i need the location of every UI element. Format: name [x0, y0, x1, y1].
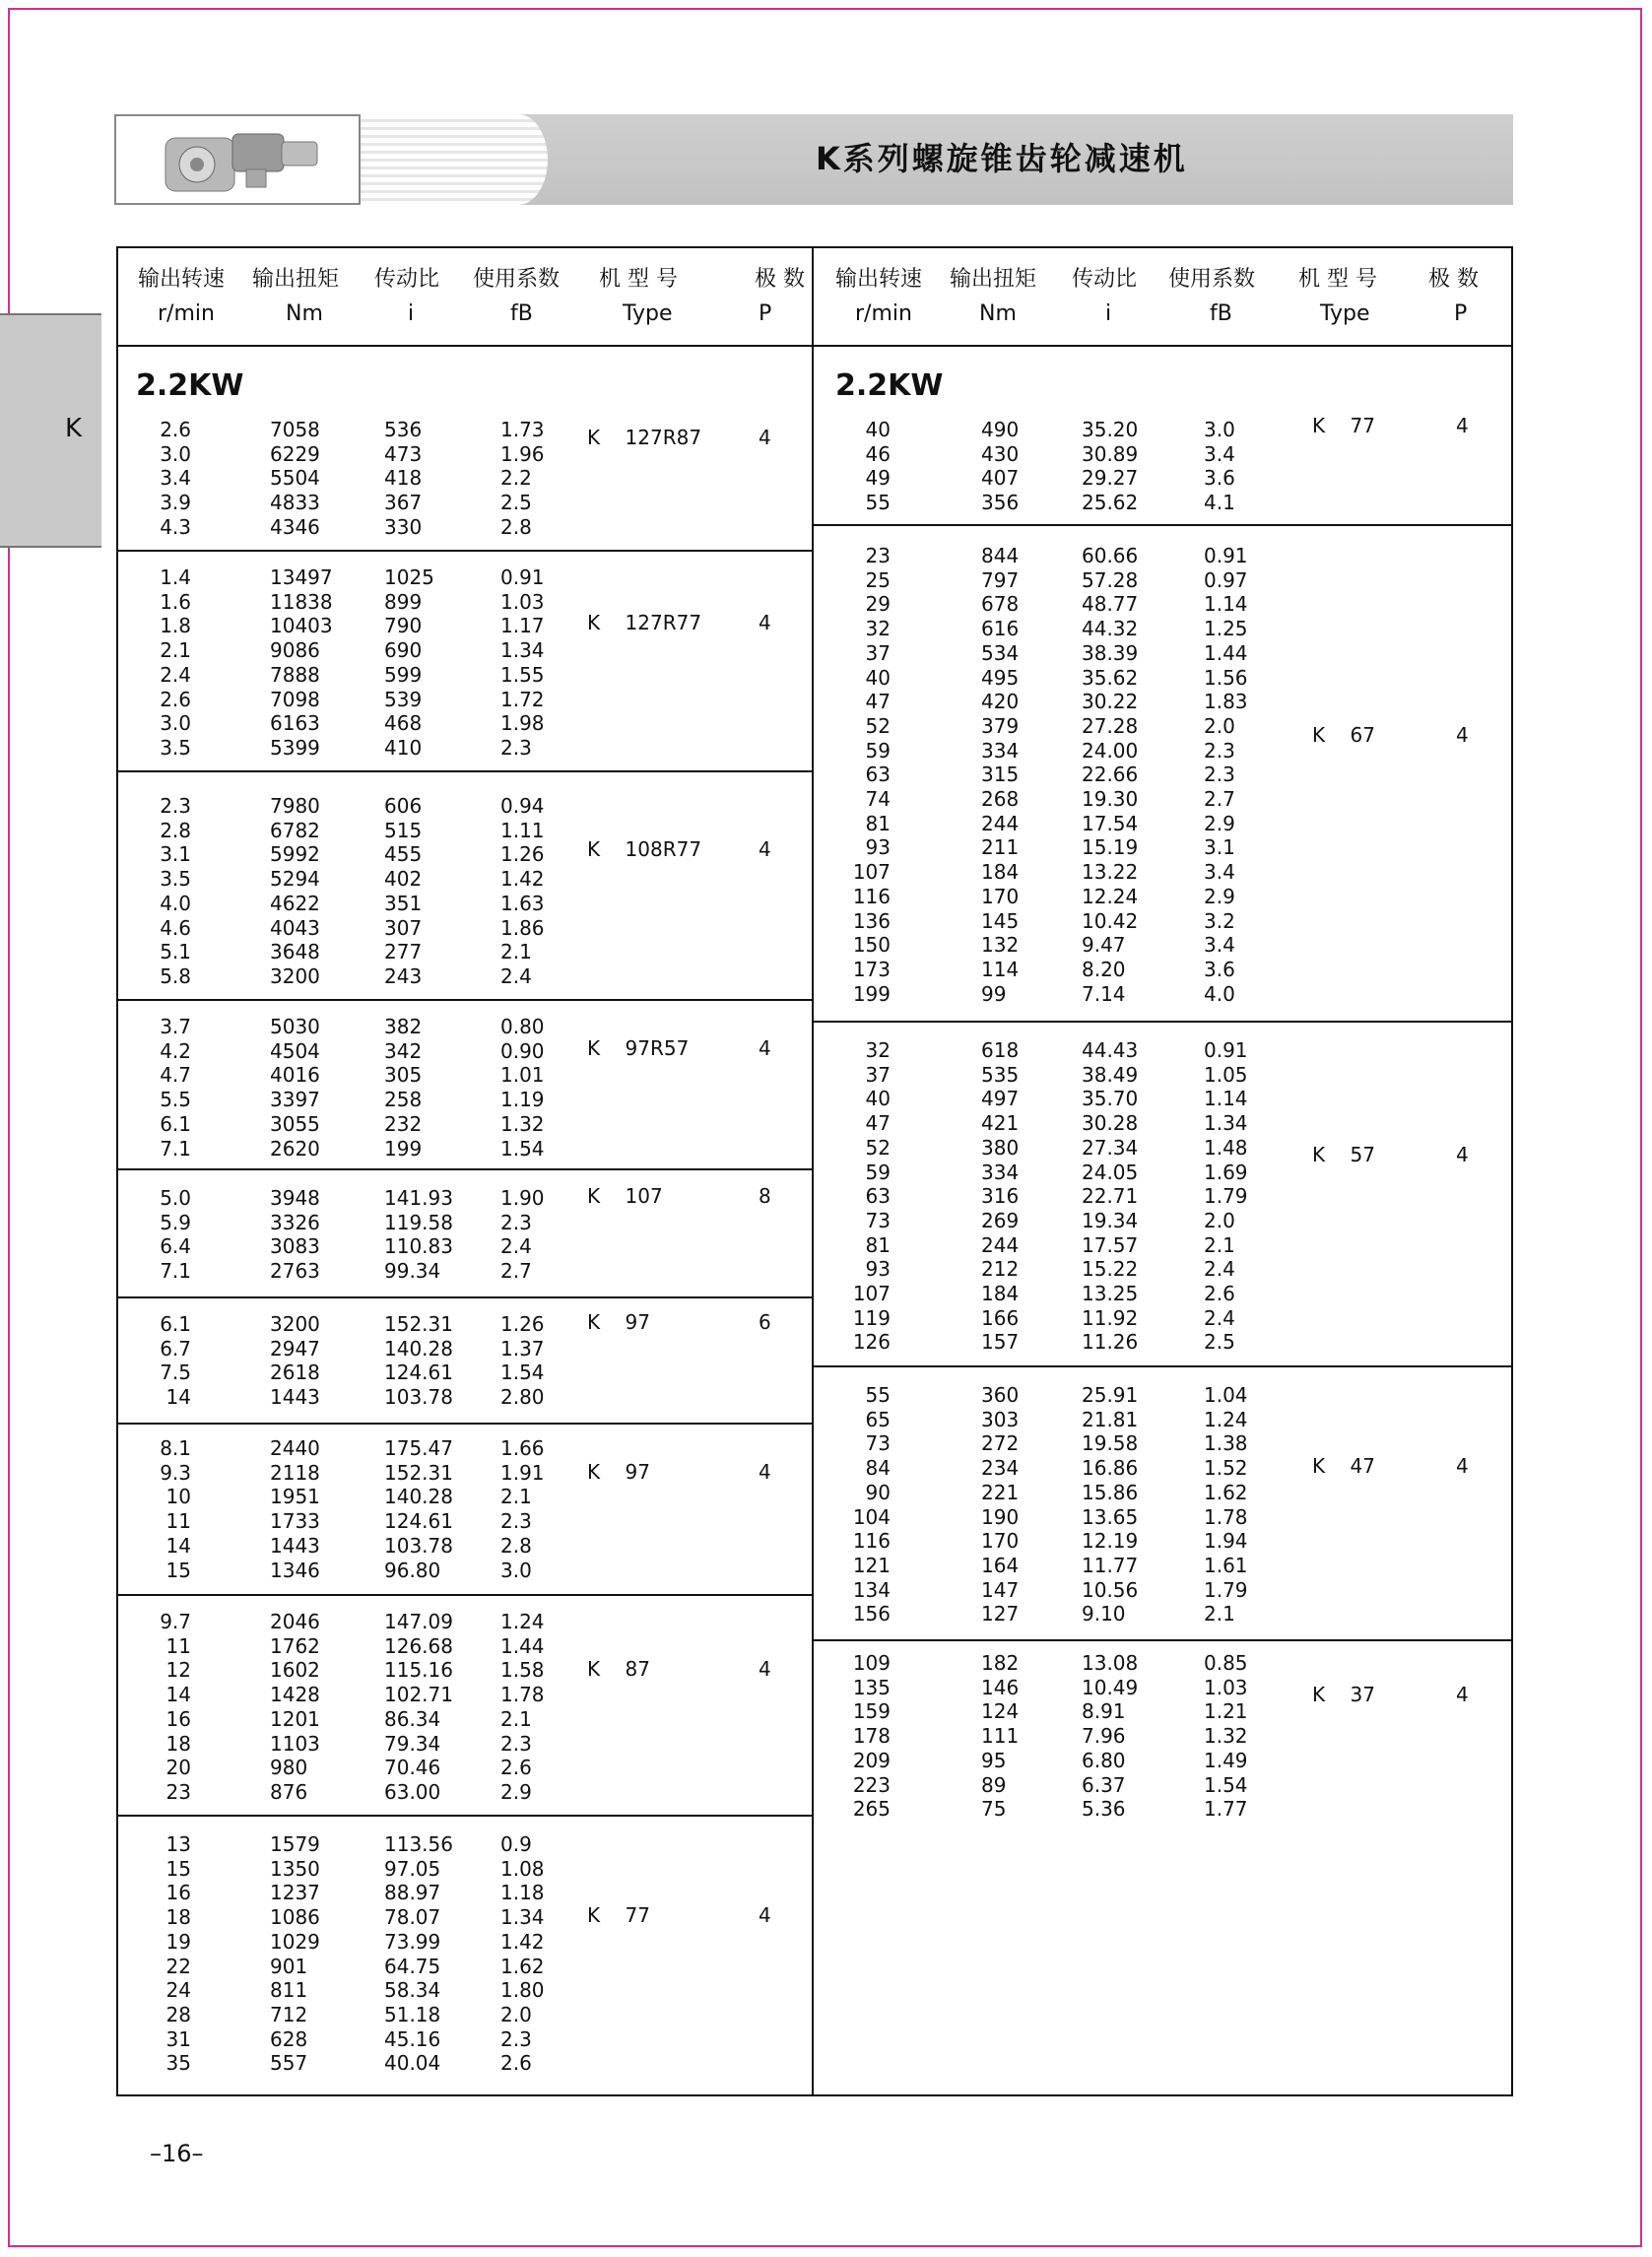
service-factor-column: 1.24 1.44 1.58 1.78 2.1 2.3 2.6 2.9: [500, 1610, 545, 1804]
output-speed-column: 5.0 5.9 6.4 7.1: [160, 1186, 191, 1284]
group-separator: [116, 770, 812, 772]
page-number: –16–: [150, 2140, 204, 2167]
output-speed-column: 1.4 1.6 1.8 2.1 2.4 2.6 3.0 3.5: [160, 565, 191, 760]
output-speed-column: 8.1 9.3 10 11 14 15: [160, 1436, 191, 1582]
pole-count: 4: [759, 426, 771, 449]
output-torque-column: 490 430 407 356: [981, 418, 1020, 515]
pole-count: 4: [1456, 1143, 1469, 1166]
output-torque-column: 3948 3326 3083 2763: [270, 1186, 320, 1284]
header-image-box: [114, 114, 361, 205]
pole-count: 4: [759, 611, 771, 634]
power-rating: 2.2KW: [136, 368, 244, 403]
group-separator: [116, 999, 812, 1001]
output-torque-column: 1579 1350 1237 1086 1029 901 811 712 628 557: [270, 1832, 320, 2076]
column-unit: Nm: [979, 301, 1017, 326]
column-header: 机 型 号: [1298, 267, 1377, 292]
ratio-column: 35.20 30.89 29.27 25.62: [1082, 418, 1139, 515]
service-factor-column: 1.04 1.24 1.38 1.52 1.62 1.78 1.94 1.61 1.79 2.1: [1204, 1383, 1248, 1626]
pole-count: 4: [1456, 723, 1469, 747]
model-type: K 47: [1312, 1454, 1375, 1478]
output-speed-column: 55 65 73 84 90 104 116 121 134 156: [852, 1383, 891, 1626]
model-type: K 37: [1312, 1683, 1375, 1706]
model-type: K 127R87: [587, 426, 702, 449]
output-speed-column: 13 15 16 18 19 22 24 28 31 35: [165, 1832, 191, 2076]
output-speed-column: 40 46 49 55: [865, 418, 891, 515]
output-speed-column: 6.1 6.7 7.5 14: [160, 1312, 191, 1410]
group-separator: [116, 1168, 812, 1170]
output-speed-column: 2.6 3.0 3.4 3.9 4.3: [160, 418, 191, 539]
pole-count: 4: [1456, 1683, 1469, 1706]
column-header: 输出扭矩: [950, 267, 1037, 292]
pole-count: 8: [759, 1184, 771, 1208]
pole-count: 6: [759, 1310, 771, 1334]
output-torque-column: 3200 2947 2618 1443: [270, 1312, 320, 1410]
model-type: K 97R57: [587, 1036, 690, 1060]
ratio-column: 25.91 21.81 19.58 16.86 15.86 13.65 12.19 11.77 10.56 9.10: [1082, 1383, 1139, 1626]
model-type: K 77: [587, 1903, 650, 1927]
ratio-column: 44.43 38.49 35.70 30.28 27.34 24.05 22.71 19.34 17.57 15.22 13.25 11.92 11.26: [1082, 1038, 1139, 1355]
service-factor-column: 3.0 3.4 3.6 4.1: [1204, 418, 1235, 515]
column-header: 极 数: [1428, 267, 1479, 292]
output-torque-column: 360 303 272 234 221 190 170 164 147 127: [981, 1383, 1020, 1626]
table-header-rule: [116, 345, 1513, 347]
ratio-column: 152.31 140.28 124.61 103.78: [384, 1312, 453, 1410]
column-header: 使用系数: [473, 267, 561, 292]
pole-count: 4: [1456, 414, 1469, 437]
service-factor-column: 0.91 1.05 1.14 1.34 1.48 1.69 1.79 2.0 2.1 2.4 2.6 2.4 2.5: [1204, 1038, 1248, 1355]
column-unit: P: [759, 301, 772, 326]
pole-count: 4: [1456, 1454, 1469, 1478]
ratio-column: 175.47 152.31 140.28 124.61 103.78 96.80: [384, 1436, 453, 1582]
output-torque-column: 7980 6782 5992 5294 4622 4043 3648 3200: [270, 794, 320, 988]
model-type: K 97: [587, 1460, 650, 1484]
model-type: K 77: [1312, 414, 1375, 437]
model-type: K 67: [1312, 723, 1375, 747]
service-factor-column: 1.73 1.96 2.2 2.5 2.8: [500, 418, 545, 539]
output-torque-column: 7058 6229 5504 4833 4346: [270, 418, 320, 539]
column-unit: i: [1105, 301, 1112, 326]
ratio-column: 60.66 57.28 48.77 44.32 38.39 35.62 30.22 27.28 24.00 22.66 19.30 17.54 15.19 13.22 12.24 10.42 9.47 8.20 7.14: [1082, 544, 1139, 1006]
pole-count: 4: [759, 1657, 771, 1681]
column-unit: P: [1454, 301, 1468, 326]
ratio-column: 141.93 119.58 110.83 99.34: [384, 1186, 453, 1284]
ratio-column: 1025 899 790 690 599 539 468 410: [384, 565, 434, 760]
ratio-column: 382 342 305 258 232 199: [384, 1015, 423, 1161]
output-speed-column: 23 25 29 32 37 40 47 52 59 63 74 81 93 107 116 136 150 173 199: [852, 544, 891, 1006]
pole-count: 4: [759, 1903, 771, 1927]
column-unit: Nm: [286, 301, 323, 326]
output-speed-column: 2.3 2.8 3.1 3.5 4.0 4.6 5.1 5.8: [160, 794, 191, 988]
service-factor-column: 0.91 1.03 1.17 1.34 1.55 1.72 1.98 2.3: [500, 565, 545, 760]
pole-count: 4: [759, 1036, 771, 1060]
group-separator: [116, 550, 812, 552]
model-type: K 127R77: [587, 611, 702, 634]
output-speed-column: 109 135 159 178 209 223 265: [852, 1651, 891, 1822]
model-type: K 87: [587, 1657, 650, 1681]
service-factor-column: 0.85 1.03 1.21 1.32 1.49 1.54 1.77: [1204, 1651, 1248, 1822]
page-header: [114, 114, 1513, 205]
pole-count: 4: [759, 837, 771, 861]
output-torque-column: 2046 1762 1602 1428 1201 1103 980 876: [270, 1610, 320, 1804]
column-unit: r/min: [855, 301, 912, 326]
pole-count: 4: [759, 1460, 771, 1484]
output-speed-column: 9.7 11 12 14 16 18 20 23: [160, 1610, 191, 1804]
model-type: K 108R77: [587, 837, 702, 861]
column-header: 输出转速: [835, 267, 923, 292]
column-unit: Type: [623, 301, 673, 326]
group-separator: [814, 1639, 1513, 1641]
service-factor-column: 0.91 0.97 1.14 1.25 1.44 1.56 1.83 2.0 2.3 2.3 2.7 2.9 3.1 3.4 2.9 3.2 3.4 3.6 4.0: [1204, 544, 1248, 1006]
group-separator: [116, 1815, 812, 1817]
column-header: 极 数: [755, 267, 805, 292]
column-header: 输出扭矩: [252, 267, 340, 292]
service-factor-column: 0.94 1.11 1.26 1.42 1.63 1.86 2.1 2.4: [500, 794, 545, 988]
output-torque-column: 2440 2118 1951 1733 1443 1346: [270, 1436, 320, 1582]
section-tab: [0, 313, 101, 548]
group-separator: [116, 1296, 812, 1298]
column-header: 输出转速: [138, 267, 226, 292]
group-separator: [814, 1021, 1513, 1023]
ratio-column: 536 473 418 367 330: [384, 418, 423, 539]
output-torque-column: 13497 11838 10403 9086 7888 7098 6163 5399: [270, 565, 333, 760]
output-torque-column: 844 797 678 616 534 495 420 379 334 315 268 244 211 184 170 145 132 114 99: [981, 544, 1020, 1006]
section-tab-label: K: [65, 414, 83, 443]
ratio-column: 113.56 97.05 88.97 78.07 73.99 64.75 58.34 51.18 45.16 40.04: [384, 1832, 453, 2076]
ratio-column: 147.09 126.68 115.16 102.71 86.34 79.34 70.46 63.00: [384, 1610, 453, 1804]
service-factor-column: 0.9 1.08 1.18 1.34 1.42 1.62 1.80 2.0 2.3 2.6: [500, 1832, 545, 2076]
column-unit: fB: [510, 301, 533, 326]
model-type: K 97: [587, 1310, 650, 1334]
column-unit: fB: [1210, 301, 1232, 326]
column-header: 机 型 号: [599, 267, 678, 292]
service-factor-column: 1.26 1.37 1.54 2.80: [500, 1312, 545, 1410]
group-separator: [116, 1594, 812, 1596]
model-type: K 57: [1312, 1143, 1375, 1166]
output-speed-column: 32 37 40 47 52 59 63 73 81 93 107 119 126: [852, 1038, 891, 1355]
column-header: 传动比: [1072, 267, 1138, 292]
model-type: K 107: [587, 1184, 663, 1208]
group-separator: [814, 1365, 1513, 1367]
column-header: 传动比: [374, 267, 440, 292]
ratio-column: 13.08 10.49 8.91 7.96 6.80 6.37 5.36: [1082, 1651, 1139, 1822]
group-separator: [814, 524, 1513, 526]
column-header: 使用系数: [1168, 267, 1256, 292]
output-torque-column: 618 535 497 421 380 334 316 269 244 212 184 166 157: [981, 1038, 1020, 1355]
output-torque-column: 5030 4504 4016 3397 3055 2620: [270, 1015, 320, 1161]
output-speed-column: 3.7 4.2 4.7 5.5 6.1 7.1: [160, 1015, 191, 1161]
service-factor-column: 0.80 0.90 1.01 1.19 1.32 1.54: [500, 1015, 545, 1161]
column-unit: r/min: [158, 301, 215, 326]
service-factor-column: 1.66 1.91 2.1 2.3 2.8 3.0: [500, 1436, 545, 1582]
column-unit: i: [408, 301, 415, 326]
column-unit: Type: [1320, 301, 1370, 326]
output-torque-column: 182 146 124 111 95 89 75: [981, 1651, 1020, 1822]
group-separator: [116, 1423, 812, 1425]
page-title: K系列螺旋锥齿轮减速机: [816, 140, 1188, 177]
ratio-column: 606 515 455 402 351 307 277 243: [384, 794, 423, 988]
power-rating: 2.2KW: [835, 368, 944, 403]
gear-reducer-icon: [158, 122, 325, 199]
service-factor-column: 1.90 2.3 2.4 2.7: [500, 1186, 545, 1284]
